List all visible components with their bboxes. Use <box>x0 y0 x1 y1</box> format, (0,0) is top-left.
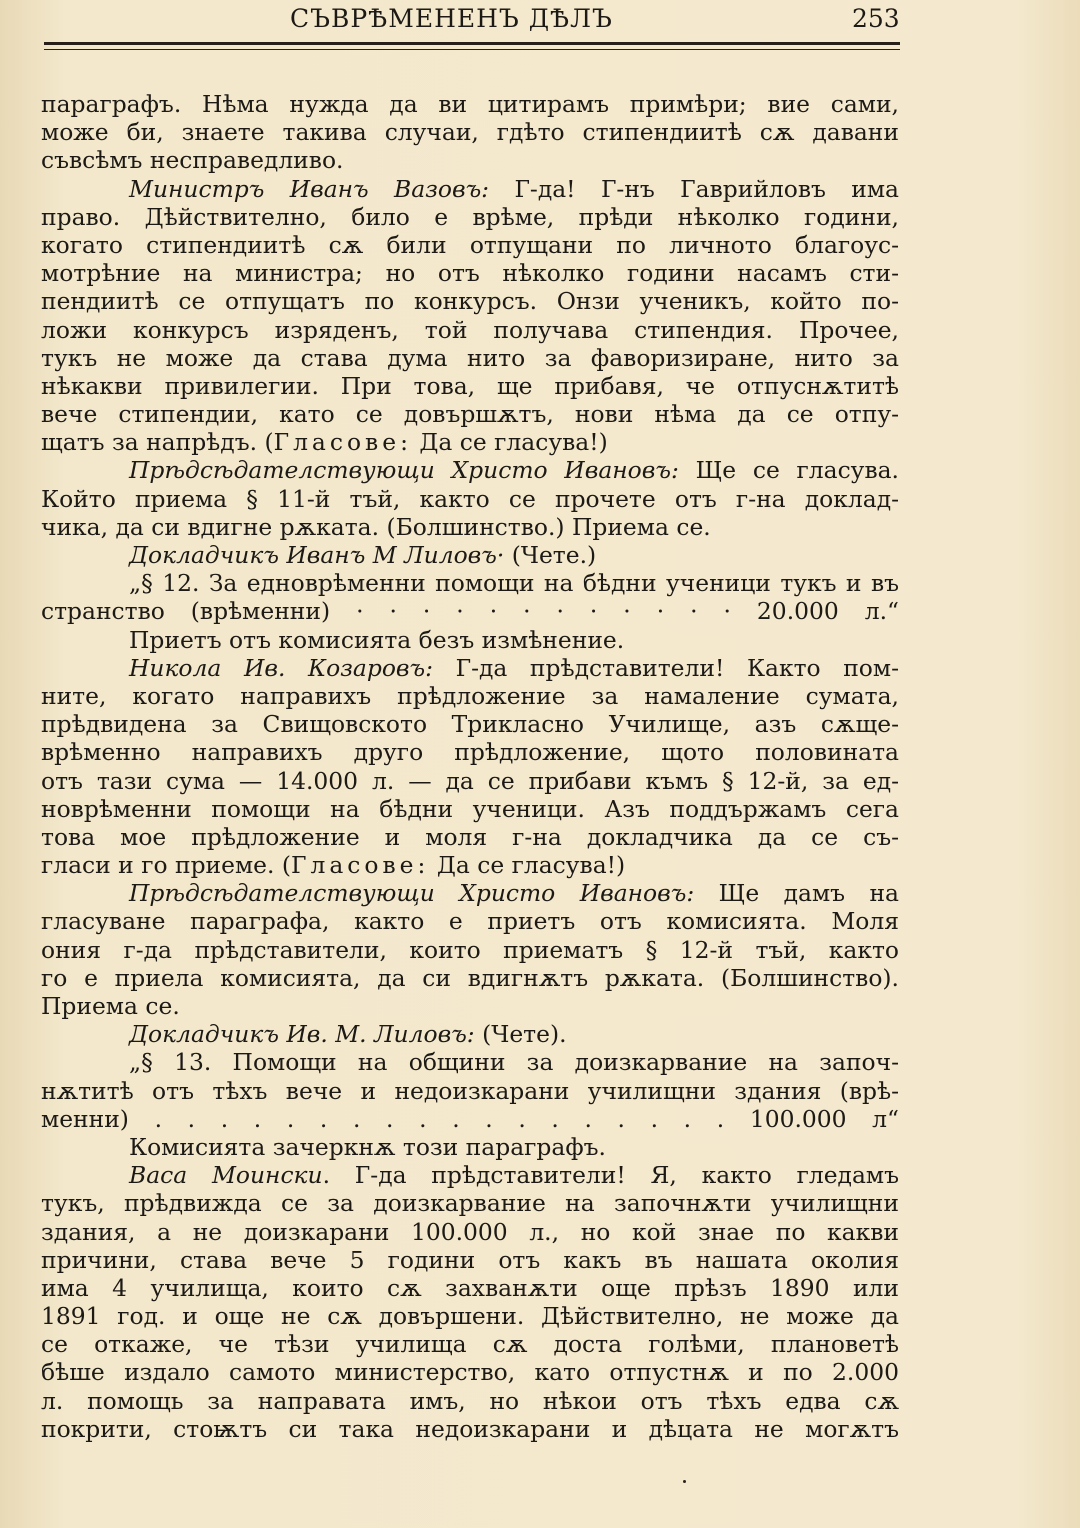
line-text: 1891 год. и още не сѫ довършени. Дѣйствително, не може да <box>41 1302 899 1331</box>
text-line <box>41 316 899 344</box>
text-line <box>41 682 899 710</box>
line-text: параграфъ. Нѣма нужда да ви цитирамъ примѣри; вие сами, <box>41 90 899 118</box>
text-line <box>41 823 899 851</box>
text-line <box>41 992 899 1020</box>
text-line <box>41 1189 899 1217</box>
line-text: гласуване параграфа, както е приетъ отъ комисията. Моля <box>41 907 899 936</box>
line-text: тукъ, прѣдвижда се за доизкарвание на започнѫти училищни <box>41 1189 899 1218</box>
paragraph <box>41 456 899 541</box>
text-line <box>41 428 899 456</box>
text-line <box>41 175 899 203</box>
line-text: щатъ за напрѣдъ. ( <box>41 428 274 457</box>
text-line <box>41 513 899 541</box>
line-text: се откаже, че тѣзи училища сѫ доста голѣми, плановетѣ <box>41 1330 899 1359</box>
line-text: здания, а не доизкарани 100.000 л., но кой знае по какви <box>41 1217 899 1246</box>
line-text: новрѣменни помощи на бѣдни ученици. Азъ поддържамъ сега <box>41 794 899 823</box>
line-text: това мое прѣдложение и моля г-на докладчика да се съ- <box>41 822 899 851</box>
text-line <box>41 767 899 795</box>
page-number: 253 <box>852 4 900 33</box>
line-text: покрити, стоѭтъ си така недоизкарани и дѣцата не могѫтъ <box>41 1414 899 1443</box>
text-line <box>41 118 899 146</box>
paragraph <box>41 1161 899 1443</box>
line-text: (Чете). <box>474 1020 567 1049</box>
paragraph <box>41 541 899 569</box>
text-line <box>41 626 899 654</box>
text-line <box>41 1246 899 1274</box>
paragraph <box>41 626 899 654</box>
text-line <box>41 907 899 935</box>
text-line <box>41 1415 899 1443</box>
text-line <box>41 1330 899 1358</box>
text-line <box>41 654 899 682</box>
line-text: Г-да! Г-нъ Гаврийловъ има <box>489 174 899 203</box>
line-text: менни) . . . . . . . . . . . . . . . . . . 100.000 л“ <box>41 1104 899 1133</box>
line-text: Ще дамъ на <box>694 879 899 908</box>
text-line <box>41 456 899 484</box>
line-text: тукъ не може да става дума нито за фаворизиране, нито за <box>41 343 899 372</box>
text-line <box>41 1302 899 1330</box>
line-text: когато стипендиитѣ сѫ били отпущани по личното благоус- <box>41 230 899 259</box>
line-text: нѫтитѣ отъ тѣхъ вече и недоизкарани училищни здания (врѣ- <box>41 1076 899 1105</box>
line-text: пендиитѣ се отпущатъ по конкурсъ. Онзи ученикъ, който по- <box>41 287 899 316</box>
text-line <box>41 710 899 738</box>
running-head <box>0 2 1080 38</box>
line-text: бѣше издало самото министерство, като отпустнѫ и по 2.000 <box>41 1358 899 1387</box>
text-line <box>41 1077 899 1105</box>
line-text: . Г-да прѣдставители! Я, както гледамъ <box>322 1161 899 1190</box>
text-line <box>41 231 899 259</box>
line-text: право. Дѣйствително, било е врѣме, прѣди нѣколко години, <box>41 202 899 231</box>
line-text: ните, когато направихъ прѣдложение за намаление сумата, <box>41 681 899 710</box>
line-text: „§ 13. Помощи на общини за доизкарвание на започ- <box>129 1048 899 1077</box>
line-text: мотрѣние на министра; но отъ нѣколко години насамъ сти- <box>41 259 899 288</box>
text-line <box>41 597 899 625</box>
line-text: чика, да си вдигне рѫката. (Болшинство.) Приема се. <box>41 512 711 541</box>
line-text: „§ 12. За едноврѣменни помощи на бѣдни ученици тукъ и въ <box>129 569 899 598</box>
line-text: Комисията зачеркнѫ този параграфъ. <box>129 1132 606 1161</box>
text-line <box>41 569 899 597</box>
text-line <box>41 287 899 315</box>
text-line <box>41 146 899 174</box>
text-line <box>41 738 899 766</box>
text-line <box>41 485 899 513</box>
line-text: съвсѣмъ несправедливо. <box>41 146 344 175</box>
speaker-name: Прѣдсѣдателствующи Христо Ивановъ: <box>129 456 679 485</box>
line-text: Който приема § 11-й тъй, както се прочете отъ г-на доклад- <box>41 484 899 513</box>
line-text: нѣкакви привилегии. При това, ще прибавя, че отпуснѫтитѣ <box>41 371 899 400</box>
text-line <box>41 90 899 118</box>
line-text: Приема се. <box>41 992 180 1020</box>
text-line <box>41 1133 899 1161</box>
paragraph <box>41 175 899 457</box>
text-line <box>41 344 899 372</box>
line-text: причини, става вече 5 години отъ какъ въ нашата околия <box>41 1245 899 1274</box>
line-text: прѣдвидена за Свищовското Трикласно Училище, азъ сѫще- <box>41 710 899 739</box>
page-speck <box>683 1480 686 1483</box>
speaker-name: Никола Ив. Козаровъ: <box>129 653 433 682</box>
speaker-name: Докладчикъ Иванъ М Лиловъ· <box>129 541 505 569</box>
line-text: странство (врѣменни) · · · · · · · · · · · · 20.000 л.“ <box>41 597 899 626</box>
paragraph <box>41 1133 899 1161</box>
text-line <box>41 1387 899 1415</box>
text-line <box>41 879 899 907</box>
line-text: врѣменно направихъ друго прѣдложение, щото половината <box>41 738 899 767</box>
line-text-after: Да се гласува!) <box>411 428 608 457</box>
text-line <box>41 964 899 992</box>
text-line <box>41 1274 899 1302</box>
line-text: има 4 училища, които сѫ захванѫти още прѣзъ 1890 или <box>41 1273 899 1302</box>
line-text: л. помощь за направата имъ, но нѣкои отъ тѣхъ едва сѫ <box>41 1386 899 1415</box>
text-line <box>41 936 899 964</box>
line-text: Приетъ отъ комисията безъ измѣнение. <box>129 625 625 654</box>
paragraph <box>41 569 899 625</box>
text-line <box>41 1218 899 1246</box>
text-line <box>41 203 899 231</box>
header-rule-thin <box>44 49 900 50</box>
line-text: (Чете.) <box>504 541 597 569</box>
text-line <box>41 1105 899 1133</box>
line-text-after: Да се гласува!) <box>429 851 626 880</box>
speaker-name: Прѣдсѣдателствующи Христо Ивановъ: <box>129 879 695 908</box>
paragraph <box>41 879 899 1020</box>
paragraph <box>41 654 899 880</box>
running-title: СЪВРѢМЕНЕНЪ ДѢЛЪ <box>290 4 613 33</box>
text-line <box>41 259 899 287</box>
text-line <box>41 372 899 400</box>
paragraph <box>41 90 899 175</box>
speaker-name: Министръ Иванъ Вазовъ: <box>129 174 490 203</box>
line-text: Ще се гласува. <box>678 456 899 485</box>
paragraph <box>41 1048 899 1133</box>
header-rule-thick <box>44 42 900 45</box>
text-line <box>41 541 899 569</box>
line-text: вече стипендии, като се довършѫтъ, нови нѣма да се отпу- <box>41 400 899 429</box>
speaker-name: Докладчикъ Ив. М. Лиловъ: <box>129 1020 475 1049</box>
text-line <box>41 1358 899 1386</box>
text-line <box>41 1048 899 1076</box>
interjection-label: Гласове: <box>291 851 430 880</box>
text-line <box>41 1161 899 1189</box>
speaker-name: Васа Моински <box>129 1161 323 1190</box>
interjection-label: Гласове: <box>273 428 412 457</box>
line-text: гласи и го приеме. ( <box>41 851 292 880</box>
line-text: го е приела комисията, да си вдигнѫтъ рѫката. (Болшинство). <box>41 963 899 992</box>
text-line <box>41 851 899 879</box>
line-text: отъ тази сума — 14.000 л. — да се прибави къмъ § 12-й, за ед- <box>41 766 899 795</box>
text-line <box>41 1020 899 1048</box>
line-text: Г-да прѣдставители! Както пом- <box>433 653 899 682</box>
line-text: може би, знаете такива случаи, гдѣто стипендиитѣ сѫ давани <box>41 118 899 147</box>
line-text: ложи конкурсъ изряденъ, той получава стипендия. Прочее, <box>41 315 899 344</box>
text-line <box>41 400 899 428</box>
body-text <box>41 90 899 1443</box>
paragraph <box>41 1020 899 1048</box>
text-line <box>41 795 899 823</box>
line-text: ония г-да прѣдставители, които приематъ § 12-й тъй, както <box>41 935 899 964</box>
